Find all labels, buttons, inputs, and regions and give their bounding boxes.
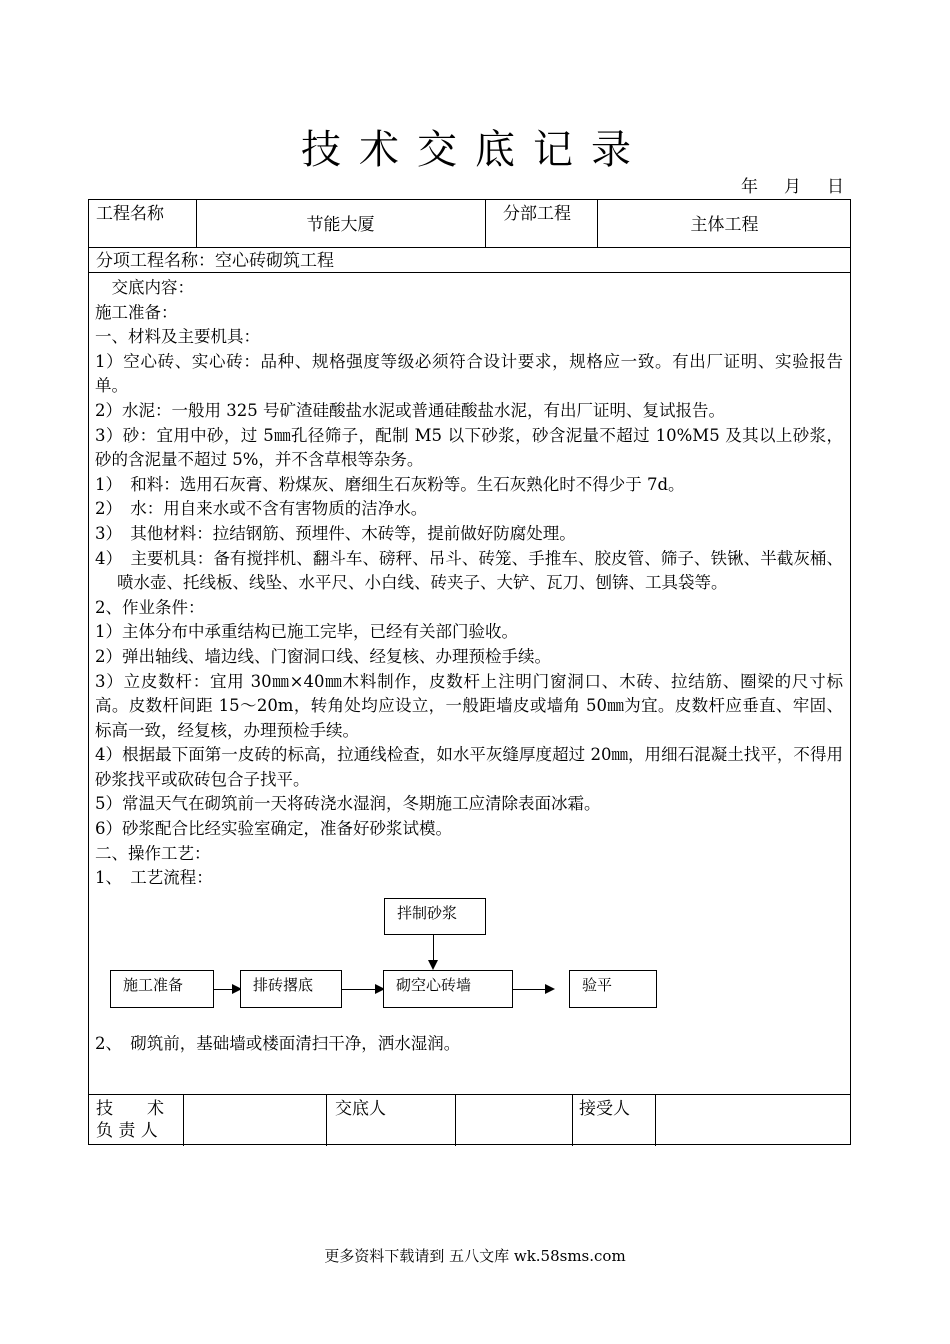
subitem-name: 分项工程名称：空心砖砌筑工程 <box>96 251 334 271</box>
page-title: 技术交底记录 <box>301 127 649 173</box>
receiver-label: 接受人 <box>579 1099 630 1119</box>
divider <box>183 1094 184 1146</box>
content-line: 交底内容： <box>95 278 194 297</box>
flow-box-check: 验平 <box>569 970 657 1008</box>
content-line: 1） 和料：选用石灰膏、粉煤灰、磨细生石灰粉等。生石灰熟化时不得少于 7d。 <box>95 474 685 494</box>
content-line: 4）根据最下面第一皮砖的标高，拉通线检查，如水平灰缝厚度超过 20㎜，用细石混凝土找平，不得用砂浆找平或砍砖包合子找平。 <box>95 745 843 789</box>
content-line: 3） 其他材料：拉结钢筋、预埋件、木砖等，提前做好防腐处理。 <box>95 523 576 543</box>
content-line: 2） 水：用自来水或不含有害物质的洁净水。 <box>95 499 428 519</box>
content-line: 3）立皮数杆：宜用 30㎜×40㎜木料制作，皮数杆上注明门窗洞口、木砖、拉结筋、圈梁的尺寸标高。皮数杆间距 15～20m，转角处均应设立，一般距墙皮或墙角 50㎜为宜。皮数杆应垂直、牢固、标高一致，经复核，办理预检手续。 <box>95 671 843 740</box>
project-name-value: 节能大厦 <box>306 215 375 235</box>
divider <box>326 1094 327 1146</box>
arrow-right-icon <box>342 989 383 990</box>
divider <box>89 247 850 248</box>
process-flow-diagram <box>95 891 843 1041</box>
content-line: 2）弹出轴线、墙边线、门窗洞口线、经复核、办理预检手续。 <box>95 646 551 666</box>
division-value: 主体工程 <box>690 215 759 235</box>
content-line: 2、 砌筑前，基础墙或楼面清扫干净，洒水湿润。 <box>95 1033 461 1053</box>
tech-lead-label <box>96 1098 176 1142</box>
content-line: 1、 工艺流程： <box>95 868 213 888</box>
date-day: 日 <box>827 177 844 197</box>
disclosure-content <box>95 276 843 1056</box>
content-line: 二、操作工艺： <box>95 843 211 863</box>
content-line: 3）砂：宜用中砂，过 5㎜孔径筛子，配制 M5 以下砂浆，砂含泥量不超过 10%M5 及其以上砂浆，砂的含泥量不超过 5%，并不含草根等杂务。 <box>95 425 843 470</box>
content-line: 2）水泥：一般用 325 号矿渣硅酸盐水泥或普通硅酸盐水泥，有出厂证明、复试报告。 <box>95 400 725 420</box>
arrow-right-icon <box>214 989 240 990</box>
arrow-right-icon <box>513 989 553 990</box>
content-line: 4） 主要机具：备有搅拌机、翻斗车、磅秤、吊斗、砖笼、手推车、胶皮管、筛子、铁锹、半截灰桶、喷水壶、托线板、线坠、水平尺、小白线、砖夹子、大铲、瓦刀、刨锛、工具袋等。 <box>95 548 843 593</box>
content-line: 一、材料及主要机具： <box>95 327 260 347</box>
project-name-label: 工程名称 <box>96 204 164 224</box>
division-label: 分部工程 <box>503 204 571 224</box>
content-line: 5）常温天气在砌筑前一天将砖浇水湿润，冬期施工应清除表面冰霜。 <box>95 794 601 814</box>
presenter-label: 交底人 <box>335 1099 386 1119</box>
date-month: 月 <box>784 177 801 197</box>
divider <box>485 200 486 247</box>
divider <box>655 1094 656 1146</box>
divider <box>89 272 850 273</box>
arrow-down-icon <box>433 935 434 968</box>
content-line: 1）空心砖、实心砖：品种、规格强度等级必须符合设计要求，规格应一致。有出厂证明、实验报告单。 <box>95 351 843 396</box>
divider <box>455 1094 456 1146</box>
flow-box-lay-wall: 砌空心砖墙 <box>383 970 513 1008</box>
content-line: 1）主体分布中承重结构已施工完毕，已经有关部门验收。 <box>95 622 518 642</box>
flow-box-layout-bricks: 排砖撂底 <box>240 970 342 1008</box>
content-line: 施工准备： <box>95 302 178 322</box>
content-line: 6）砂浆配合比经实验室确定，准备好砂浆试模。 <box>95 819 452 839</box>
divider <box>572 1094 573 1146</box>
content-line: 2、作业条件： <box>95 597 205 617</box>
tech-lead-label-line1: 技 术 <box>96 1099 164 1119</box>
divider <box>89 1094 850 1095</box>
flow-box-prep: 施工准备 <box>110 970 214 1008</box>
record-table <box>88 199 851 1145</box>
date-line <box>741 176 844 198</box>
footer-note: 更多资料下载请到 五八文库 wk.58sms.com <box>324 1247 626 1265</box>
flow-box-mix-mortar: 拌制砂浆 <box>384 898 486 935</box>
tech-lead-label-line2: 负 责 人 <box>96 1121 158 1141</box>
date-year: 年 <box>741 177 758 197</box>
